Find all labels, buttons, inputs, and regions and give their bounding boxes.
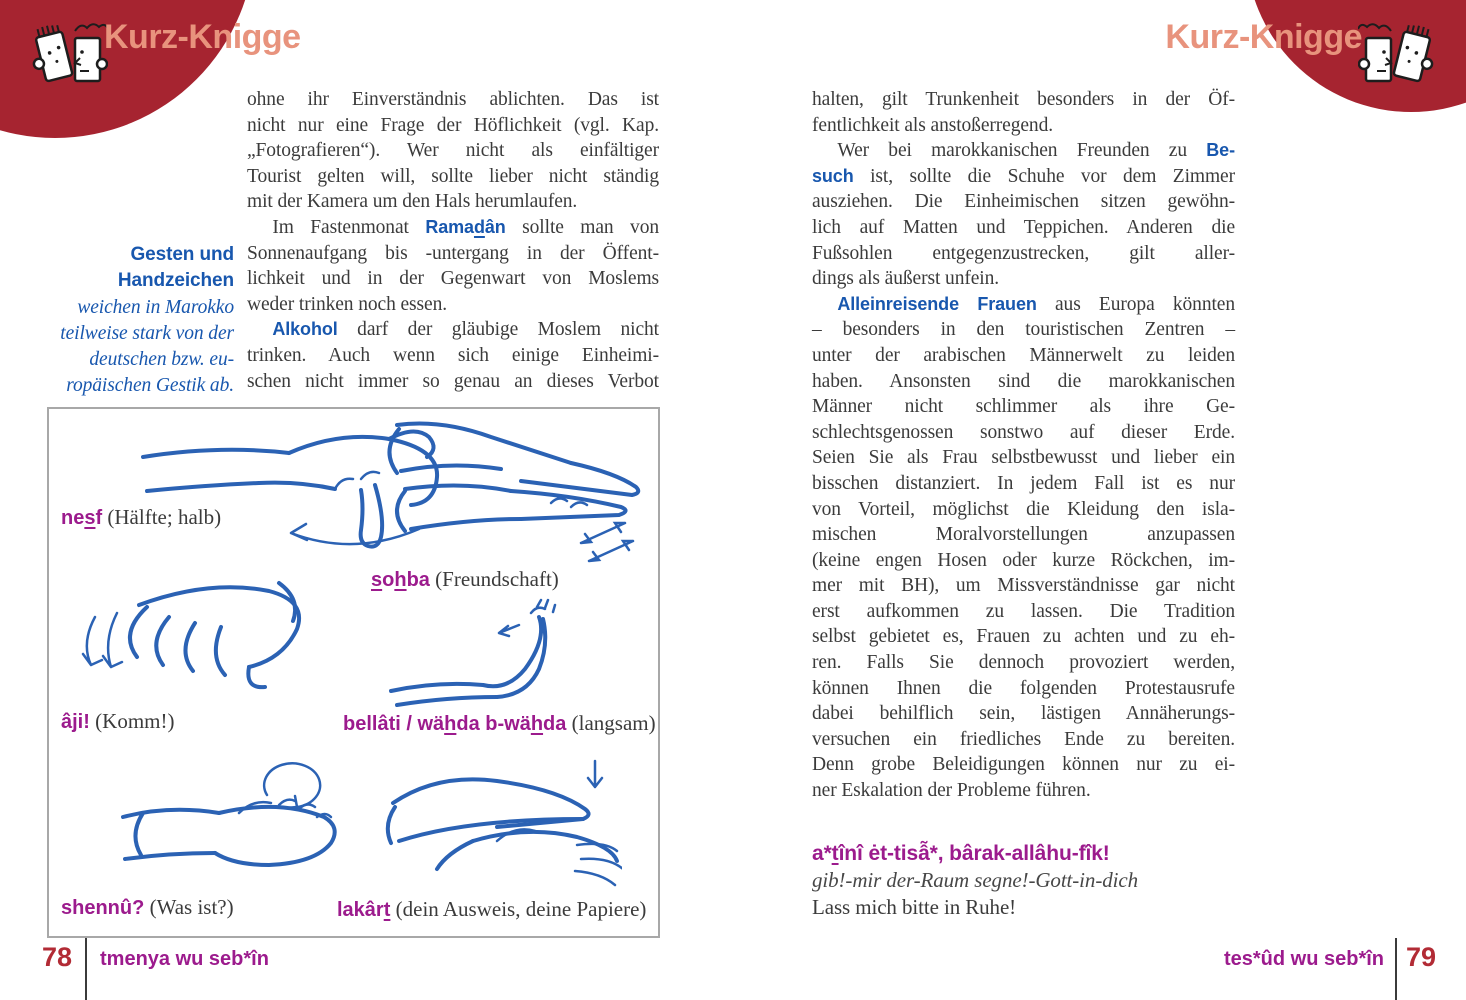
body-text-line	[812, 164, 1235, 190]
body-text-line: weder trinken noch essen.	[247, 293, 448, 315]
gesture-label	[61, 895, 234, 920]
text-run: da b-wä	[456, 713, 531, 735]
text-run: Im Fastenmonat	[272, 216, 426, 238]
page-number-left: 78	[42, 942, 73, 972]
body-text-line: haben. Ansonsten sind die marokkanischen	[812, 370, 1235, 392]
text-run: h	[394, 569, 407, 591]
body-text-line	[247, 215, 659, 241]
body-text-line: von Vorteil, möglichst die Kleidung den isla-	[812, 498, 1235, 520]
margin-note-line: ropäischen Gestik ab.	[66, 375, 234, 397]
body-text-line: (keine engen Hosen oder kurze Röckchen, im-	[812, 549, 1235, 571]
text-run: f	[95, 507, 103, 529]
body-text-line: Denn grobe Beleidigungen können nur zu ei-	[812, 754, 1235, 776]
text-run: bellâti / wä	[343, 713, 445, 735]
text-run: Rama	[425, 216, 474, 237]
body-text-line: ner Eskalation der Probleme führen.	[812, 780, 1091, 802]
text-run: înî ėt-tisẫ*, bârak-allâhu-fîk!	[838, 842, 1110, 865]
body-text-line: unter der arabischen Männerwelt zu leiden	[812, 344, 1235, 366]
body-text-line: können Ihnen die folgenden Protestausrufe	[812, 677, 1235, 699]
gesture-gloss: (langsam)	[566, 711, 656, 735]
text-run: sollte man von	[505, 216, 659, 238]
talking-faces-icon	[28, 12, 108, 96]
gesture-label	[343, 711, 656, 736]
text-run: h	[444, 713, 457, 735]
left-page-body-text	[247, 87, 659, 394]
body-text-line: Seien Sie als Frau selbstbewusst und lieber ein	[812, 447, 1235, 469]
gesture-term	[61, 897, 144, 919]
text-run: s	[371, 569, 383, 591]
body-text-line: fentlichkeit als anstoßerregend.	[812, 114, 1053, 136]
gesture-term	[61, 507, 102, 529]
body-text-line: Sonnenaufgang bis -untergang in der Öffent-	[247, 242, 659, 264]
page-header-title-right: Kurz-Knigge	[1165, 18, 1362, 56]
body-text-line: lichkeit und in der Gegenwart von Moslems	[247, 268, 659, 290]
gesture-term	[337, 899, 390, 921]
text-run: t	[383, 899, 391, 921]
body-text-line: erst aufkommen zu lassen. Die Tradition	[812, 600, 1235, 622]
gesture-gloss: (Was ist?)	[144, 895, 234, 919]
text-run: ne	[61, 507, 85, 529]
illustration-pinched-fingers-hand	[387, 597, 587, 709]
text-run: a*	[812, 842, 832, 865]
gesture-label	[61, 505, 221, 530]
body-text-line: ren. Falls Sie dennoch provoziert werden,	[812, 652, 1235, 674]
gesture-figure-box	[47, 407, 660, 938]
footer-divider-right	[1395, 938, 1397, 1000]
body-text-line	[812, 138, 1235, 164]
margin-note-line: Handzeichen	[117, 270, 234, 292]
phrase-line: Lass mich bitte in Ruhe!	[812, 895, 1017, 919]
margin-note-line: Gesten und	[130, 244, 234, 265]
body-text-line: dabei behilflich sein, lästigen Annäherungs-	[812, 703, 1235, 725]
gesture-gloss: (Hälfte; halb)	[102, 505, 222, 529]
right-page-body-text	[812, 87, 1235, 804]
text-run: Wer bei marokkanischen Freunden zu	[837, 140, 1207, 162]
illustration-tapping-palm-hands	[377, 751, 622, 897]
body-text-line: Fußsohlen entgegenzustrecken, gilt aller-	[812, 242, 1235, 264]
body-text-line: „Fotografieren“). Wer nicht als einfältiger	[247, 140, 659, 162]
body-text-line: schen nicht immer so genau an dieses Verbot	[247, 370, 659, 392]
phrase-line: gib!-mir der-Raum segne!-Gott-in-dich	[812, 868, 1138, 892]
margin-note-column	[28, 242, 234, 400]
phrase-line	[812, 840, 1252, 867]
gesture-term	[371, 569, 430, 591]
body-text-line: nicht nur eine Frage der Höflichkeit (vgl. Kap.	[247, 114, 659, 136]
body-text-line	[247, 317, 659, 343]
body-text-line: halten, gilt Trunkenheit besonders in der Öf-	[812, 89, 1235, 110]
gesture-gloss: (Komm!)	[89, 709, 175, 733]
gesture-label	[371, 567, 559, 592]
illustration-linked-forearms-hands	[371, 411, 641, 569]
footer-phrase-right: tes*ûd wu seb*în	[1223, 948, 1384, 970]
margin-note-line: deutschen bzw. eu-	[89, 349, 234, 371]
body-text-line: mer mit BH), um Missverständnisse gar nicht	[812, 575, 1235, 597]
margin-note-line: teilweise stark von der	[60, 322, 234, 344]
illustration-open-palm-hand	[119, 761, 339, 893]
gesture-term	[343, 713, 566, 735]
body-text-line: mit der Kamera um den Hals herumlaufen.	[247, 191, 578, 213]
text-run: s	[84, 507, 96, 529]
body-text-line: ohne ihr Einverständnis ablichten. Das ist	[247, 89, 659, 110]
text-run: Alkohol	[272, 319, 338, 340]
gesture-term	[61, 711, 90, 733]
text-run: t	[831, 842, 839, 865]
gesture-label	[61, 709, 174, 734]
body-text-line: bisschen distanziert. In jedem Fall ist es nur	[812, 472, 1235, 494]
text-run: Alleinreisende Frauen	[837, 293, 1037, 314]
gesture-gloss: (dein Ausweis, deine Papiere)	[390, 897, 647, 921]
talking-faces-icon	[1358, 12, 1438, 96]
body-text-line: Tourist gelten will, sollte lieber nicht ständig	[247, 165, 659, 187]
body-text-line: lich auf Matten und Teppichen. Anderen die	[812, 216, 1235, 238]
illustration-beckoning-hand	[69, 577, 319, 705]
text-run: h	[530, 713, 544, 735]
text-run: o	[382, 569, 395, 591]
text-run: ba	[406, 569, 430, 591]
text-run: lakâr	[337, 899, 384, 921]
gesture-label	[337, 897, 646, 922]
page-header-title-left: Kurz-Knigge	[104, 18, 301, 56]
body-text-line: versuchen ein friedliches Ende zu bereiten.	[812, 728, 1235, 750]
body-text-line: ausziehen. Die Einheimischen sitzen gewöhn-	[812, 191, 1235, 213]
text-run: such	[812, 165, 854, 186]
body-text-line: mischen Moralvorstellungen anzupassen	[812, 524, 1235, 546]
body-text-line: – besonders in den touristischen Zentren –	[812, 319, 1235, 341]
text-run: d	[473, 216, 485, 237]
body-text-line	[812, 292, 1235, 318]
text-run: Be-	[1206, 140, 1235, 161]
body-text-line: schlechtsgenossen sonstwo auf dieser Erde.	[812, 421, 1235, 443]
text-run: ân	[484, 216, 506, 237]
body-text-line: selbst gebietet es, Frauen zu achten und zu eh-	[812, 626, 1235, 648]
body-text-line: trinken. Auch wenn sich einige Einheimi-	[247, 344, 659, 366]
text-run: da	[543, 713, 567, 735]
body-text-line: Männer nicht schlimmer als ihre Ge-	[812, 396, 1235, 418]
body-text-line: dings als äußerst unfein.	[812, 268, 1000, 290]
footer-divider-left	[85, 938, 87, 1000]
text-run: ist, sollte die Schuhe vor dem Zimmer	[853, 165, 1235, 187]
footer-phrase-left: tmenya wu seb*în	[100, 948, 269, 970]
margin-note-line: weichen in Marokko	[77, 296, 234, 318]
text-run: shennû?	[61, 897, 145, 919]
protest-phrase-block	[812, 840, 1252, 921]
text-run: darf der gläubige Moslem nicht	[337, 319, 659, 341]
text-run: âji!	[61, 711, 90, 733]
gesture-gloss: (Freundschaft)	[429, 567, 559, 591]
text-run: aus Europa könnten	[1036, 293, 1235, 315]
page-number-right: 79	[1406, 942, 1437, 972]
